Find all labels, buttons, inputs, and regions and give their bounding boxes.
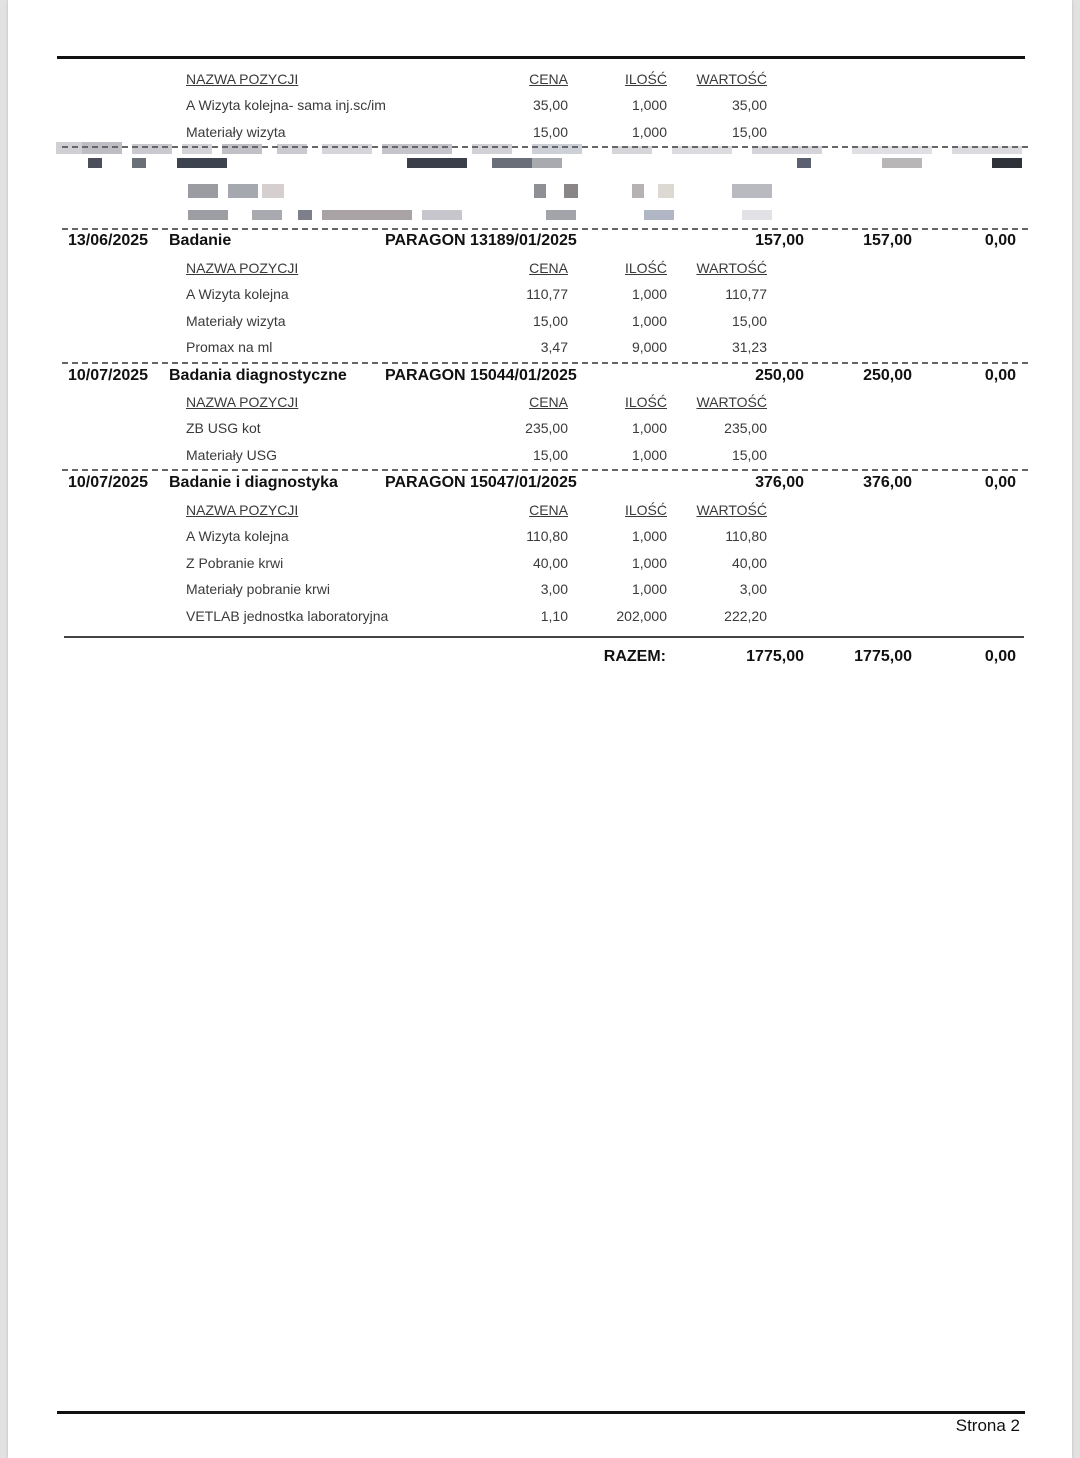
entry-balance: 0,00 — [984, 232, 1016, 249]
item-qty: 202,000 — [616, 608, 667, 624]
entry-paid: 376,00 — [863, 474, 912, 491]
item-name: A Wizyta kolejna — [186, 286, 289, 302]
summary-total: 1775,00 — [746, 648, 804, 665]
entry-paid: 157,00 — [863, 232, 912, 249]
item-price: 35,00 — [532, 97, 568, 113]
entry-date: 10/07/2025 — [68, 474, 149, 491]
document-page — [8, 0, 1072, 1458]
item-name: Z Pobranie krwi — [186, 555, 284, 571]
item-price: 1,10 — [540, 608, 568, 624]
item-name: Materiały pobranie krwi — [186, 581, 330, 597]
item-value: 15,00 — [731, 124, 767, 140]
item-price: 110,80 — [526, 528, 568, 544]
item-value: 15,00 — [731, 313, 767, 329]
item-value: 235,00 — [724, 420, 767, 436]
footer-rule — [57, 1411, 1025, 1414]
item-value: 110,77 — [725, 286, 767, 302]
entry-type: Badanie i diagnostyka — [169, 474, 338, 491]
item-price: 15,00 — [532, 124, 568, 140]
item-price: 3,47 — [540, 339, 568, 355]
summary-paid: 1775,00 — [854, 648, 912, 665]
item-name: A Wizyta kolejna- sama inj.sc/im — [186, 97, 386, 113]
item-qty: 1,000 — [631, 581, 667, 597]
entry-amount: 376,00 — [755, 474, 804, 491]
item-qty: 1,000 — [631, 286, 667, 302]
entry-date: 13/06/2025 — [68, 232, 149, 249]
divider-line — [62, 362, 1028, 364]
entry-document: PARAGON 13189/01/2025 — [385, 232, 577, 249]
item-value: 110,80 — [725, 528, 767, 544]
col-header-qty: ILOŚĆ — [624, 394, 667, 410]
col-header-name: NAZWA POZYCJI — [186, 502, 299, 518]
col-header-qty: ILOŚĆ — [624, 502, 667, 518]
entry-document: PARAGON 15047/01/2025 — [385, 474, 577, 491]
item-qty: 1,000 — [631, 447, 667, 463]
item-name: Materiały USG — [186, 447, 278, 463]
top-rule — [57, 56, 1025, 59]
item-qty: 1,000 — [631, 528, 667, 544]
item-price: 110,77 — [526, 286, 568, 302]
col-header-price: CENA — [529, 260, 568, 276]
col-header-value: WARTOŚĆ — [696, 260, 767, 276]
entry-document: PARAGON 15044/01/2025 — [385, 367, 577, 384]
item-price: 15,00 — [532, 447, 568, 463]
summary-balance: 0,00 — [984, 648, 1016, 665]
entry-balance: 0,00 — [984, 474, 1016, 491]
item-price: 3,00 — [540, 581, 568, 597]
item-qty: 1,000 — [631, 313, 667, 329]
col-header-value: WARTOŚĆ — [696, 71, 767, 87]
item-name: ZB USG kot — [186, 420, 261, 436]
item-qty: 1,000 — [631, 97, 667, 113]
item-qty: 1,000 — [631, 124, 667, 140]
item-value: 15,00 — [731, 447, 767, 463]
item-value: 40,00 — [731, 555, 767, 571]
entry-type: Badania diagnostyczne — [169, 367, 347, 384]
item-name: Promax na ml — [186, 339, 273, 355]
redacted-region — [52, 140, 1032, 224]
divider-line — [62, 146, 1028, 148]
item-value: 3,00 — [739, 581, 767, 597]
col-header-qty: ILOŚĆ — [624, 71, 667, 87]
entry-date: 10/07/2025 — [68, 367, 149, 384]
item-value: 35,00 — [731, 97, 767, 113]
item-qty: 1,000 — [631, 420, 667, 436]
page-number: Strona 2 — [955, 1416, 1020, 1435]
item-price: 235,00 — [525, 420, 568, 436]
item-name: Materiały wizyta — [186, 124, 286, 140]
divider-line — [62, 228, 1028, 230]
entry-type: Badanie — [169, 232, 232, 249]
summary-label: RAZEM: — [603, 648, 666, 665]
col-header-name: NAZWA POZYCJI — [186, 394, 299, 410]
col-header-qty: ILOŚĆ — [624, 260, 667, 276]
divider-line — [62, 469, 1028, 471]
col-header-name: NAZWA POZYCJI — [186, 260, 299, 276]
col-header-price: CENA — [529, 502, 568, 518]
summary-rule — [64, 636, 1024, 638]
item-price: 40,00 — [532, 555, 568, 571]
item-name: Materiały wizyta — [186, 313, 286, 329]
col-header-value: WARTOŚĆ — [696, 502, 767, 518]
entry-paid: 250,00 — [863, 367, 912, 384]
item-price: 15,00 — [532, 313, 568, 329]
item-name: A Wizyta kolejna — [186, 528, 289, 544]
entry-balance: 0,00 — [984, 367, 1016, 384]
entry-amount: 250,00 — [755, 367, 804, 384]
item-value: 31,23 — [731, 339, 767, 355]
entry-amount: 157,00 — [755, 232, 804, 249]
item-name: VETLAB jednostka laboratoryjna — [186, 608, 389, 624]
col-header-price: CENA — [529, 71, 568, 87]
col-header-value: WARTOŚĆ — [696, 394, 767, 410]
col-header-name: NAZWA POZYCJI — [186, 71, 299, 87]
col-header-price: CENA — [529, 394, 568, 410]
item-qty: 9,000 — [631, 339, 667, 355]
item-qty: 1,000 — [631, 555, 667, 571]
item-value: 222,20 — [724, 608, 767, 624]
